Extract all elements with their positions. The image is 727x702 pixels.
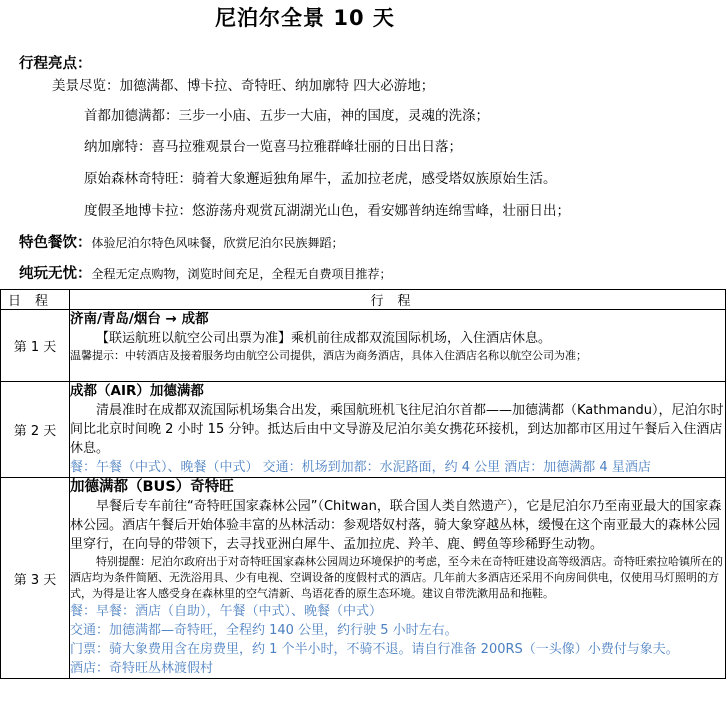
- table-row: [1, 478, 726, 679]
- day-note: 温馨提示：中转酒店及接着服务均由航空公司提供，酒店为商务酒店，具体入住酒店名称以航空公司为准；: [70, 349, 587, 362]
- day-transport: 交通：加德满都—奇特旺，全程约 140 公里，约行驶 5 小时左右。: [70, 623, 458, 638]
- highlight-line: 度假圣地博卡拉：悠游荡舟观赏瓦湖湖光山色，看安娜普纳连绵雪峰，壮丽日出；: [84, 203, 570, 219]
- day-text: 【联运航班以航空公司出票为准】乘机前往成都双流国际机场，入住酒店休息。: [96, 331, 552, 346]
- table-row: [1, 310, 726, 382]
- day-cell: [70, 382, 726, 478]
- table-header-row: [1, 290, 726, 310]
- meals-row: [19, 231, 344, 252]
- pure-heading: 纯玩无忧：: [19, 266, 92, 282]
- day-ticket: 门票：骑大象费用含在房费里，约 1 个半小时，不骑不退。请自行准备 200RS（一头像）小费付与象夫。: [70, 642, 679, 657]
- meals-text: 体验尼泊尔特色风味餐，欣赏尼泊尔民族舞蹈；: [91, 236, 344, 250]
- day-text: 早餐后专车前往“奇特旺国家森林公园”（Chitwan，联合国人类自然遗产），它是尼泊尔乃至南亚最大的国家森林公园。酒店午餐后开始体验丰富的丛林活动：参观塔奴村落，骑大象穿越丛林，缓慢在这个南亚最大的森林公园里穿行，在向导的带领下，去寻找亚洲白犀牛、孟加拉虎、羚羊、鹿、鳄鱼等珍稀野生动物。: [70, 499, 722, 552]
- day-meal: 餐：早餐：酒店（自助），午餐（中式）、晚餐（中式）: [70, 604, 383, 619]
- day-info: 餐：午餐（中式）、晚餐（中式） 交通：机场到加都：水泥路面，约 4 公里 酒店：加德满都 4 星酒店: [70, 460, 651, 475]
- header-day: 日程: [1, 290, 70, 310]
- page-title: 尼泊尔全景 10 天: [215, 6, 395, 30]
- highlights-heading: 行程亮点：: [19, 56, 92, 72]
- day-note: 特别提醒：尼泊尔政府出于对奇特旺国家森林公园周边环境保护的考虑，至今未在奇特旺建设高等级酒店。奇特旺索拉哈镇所在的酒店均为条件简陋、无洗浴用具、少有电视、空调设备的度假村式的酒店。几年前大多酒店还采用不向房间供电，仅使用马灯照明的方式，为得是让客人感受身在森林里的空气清新、鸟语花香的原生态环境。建议自带洗漱用品和拖鞋。: [70, 555, 723, 600]
- table-row: [1, 382, 726, 478]
- highlight-line: 首都加德满都：三步一小庙、五步一大庙，神的国度，灵魂的洗涤；: [84, 108, 489, 124]
- day-text: 清晨准时在成都双流国际机场集合出发，乘国航班机飞往尼泊尔首都——加德满都（Kathmandu），尼泊尔时间比北京时间晚 2 小时 15 分钟。抵达后由中文导游及尼泊尔美女携花环接机，到达加都市区用过午餐后入住酒店休息。: [70, 403, 724, 456]
- day-label: 第 1 天: [1, 310, 70, 382]
- day-cell: [70, 478, 726, 679]
- day-title: 成都（AIR）加德满都: [70, 383, 204, 399]
- header-itinerary: 行程: [70, 290, 726, 310]
- highlight-line: 纳加廓特：喜马拉雅观景台一览喜马拉雅群峰壮丽的日出日落；: [84, 139, 462, 155]
- day-hotel: 酒店：奇特旺丛林渡假村: [70, 661, 214, 676]
- itinerary-table: [0, 289, 726, 679]
- highlight-line: 原始森林奇特旺：骑着大象邂逅独角犀牛，孟加拉老虎，感受塔奴族原始生活。: [84, 171, 557, 187]
- highlight-line: 美景尽览：加德满都、博卡拉、奇特旺、纳加廓特 四大必游地；: [52, 78, 435, 94]
- day-cell: [70, 310, 726, 382]
- meals-heading: 特色餐饮：: [19, 235, 92, 251]
- pure-row: [19, 262, 392, 283]
- day-title: 加德满都（BUS）奇特旺: [70, 479, 234, 495]
- day-title: 济南/青岛/烟台 → 成都: [70, 311, 209, 327]
- day-label: 第 3 天: [1, 478, 70, 679]
- pure-text: 全程无定点购物，浏览时间充足，全程无自费项目推荐；: [91, 267, 392, 281]
- day-label: 第 2 天: [1, 382, 70, 478]
